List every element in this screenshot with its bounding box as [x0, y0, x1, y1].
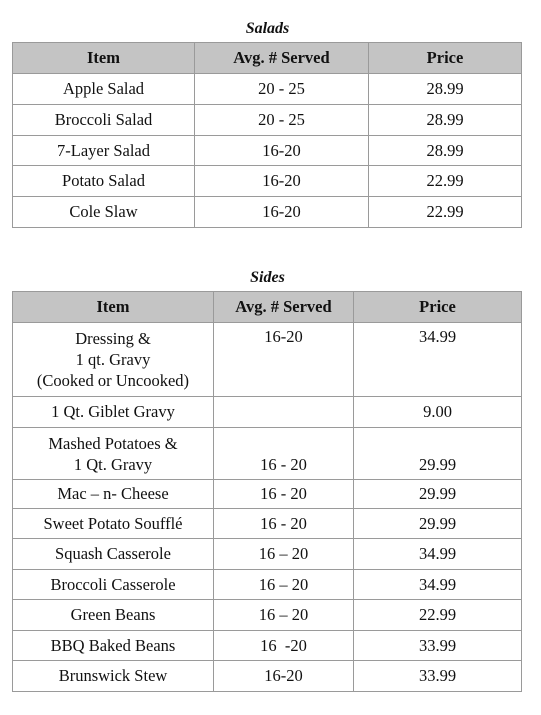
- item-cell: Brunswick Stew: [13, 661, 214, 692]
- column-header-price: Price: [354, 292, 522, 323]
- item-cell: 7-Layer Salad: [13, 136, 195, 166]
- price-cell: 22.99: [354, 600, 522, 631]
- table-row: [13, 509, 522, 539]
- served-cell: 20 - 25: [195, 105, 369, 136]
- item-cell: Green Beans: [13, 600, 214, 631]
- price-cell: 28.99: [369, 105, 522, 136]
- served-cell: 16 - 20: [214, 428, 354, 480]
- item-cell: 1 Qt. Giblet Gravy: [13, 397, 214, 428]
- column-header-item: Item: [13, 43, 195, 74]
- served-cell: 16 – 20: [214, 570, 354, 600]
- item-cell: BBQ Baked Beans: [13, 631, 214, 661]
- sides-section-title: Sides: [250, 269, 285, 286]
- price-cell: 22.99: [369, 166, 522, 197]
- table-row: [13, 105, 522, 136]
- item-line: Dressing &: [75, 329, 151, 348]
- served-cell: [214, 397, 354, 428]
- price-cell: 33.99: [354, 661, 522, 692]
- table-row: [13, 197, 522, 228]
- served-cell: 20 - 25: [195, 74, 369, 105]
- column-header-item: Item: [13, 292, 214, 323]
- served-cell: 16-20: [195, 166, 369, 197]
- column-header-served: Avg. # Served: [214, 292, 354, 323]
- served-cell: 16-20: [195, 197, 369, 228]
- item-cell: Mac – n- Cheese: [13, 480, 214, 509]
- table-row: [13, 631, 522, 661]
- item-cell: Cole Slaw: [13, 197, 195, 228]
- item-cell: Apple Salad: [13, 74, 195, 105]
- sides-header-row: [13, 292, 522, 323]
- price-cell: 34.99: [354, 323, 522, 397]
- served-cell: 16 – 20: [214, 600, 354, 631]
- served-cell: 16 – 20: [214, 539, 354, 570]
- item-line: Mashed Potatoes &: [48, 433, 178, 453]
- item-cell: Sweet Potato Soufflé: [13, 509, 214, 539]
- table-row: [13, 74, 522, 105]
- price-cell: 34.99: [354, 539, 522, 570]
- item-cell: [13, 428, 214, 480]
- table-row: [13, 323, 522, 397]
- table-row: [13, 428, 522, 480]
- price-cell: 29.99: [354, 509, 522, 539]
- served-cell: 16 - 20: [214, 509, 354, 539]
- price-cell: 28.99: [369, 74, 522, 105]
- served-cell: 16 - 20: [214, 480, 354, 509]
- table-row: [13, 600, 522, 631]
- item-cell: [13, 323, 214, 397]
- served-cell: 16-20: [214, 323, 354, 397]
- price-cell: 22.99: [369, 197, 522, 228]
- salads-header-row: [13, 43, 522, 74]
- price-cell: 34.99: [354, 570, 522, 600]
- item-line: 1 Qt. Gravy: [73, 454, 153, 474]
- column-header-served: Avg. # Served: [195, 43, 369, 74]
- table-row: [13, 397, 522, 428]
- table-row: [13, 166, 522, 197]
- table-row: [13, 480, 522, 509]
- item-line: 1 qt. Gravy: [75, 350, 151, 369]
- table-row: [13, 661, 522, 692]
- table-row: [13, 539, 522, 570]
- salads-table: [12, 42, 522, 228]
- price-cell: 33.99: [354, 631, 522, 661]
- item-cell: Broccoli Salad: [13, 105, 195, 136]
- column-header-price: Price: [369, 43, 522, 74]
- item-line: (Cooked or Uncooked): [36, 371, 190, 390]
- sides-table: [12, 291, 522, 692]
- served-cell: 16-20: [214, 661, 354, 692]
- item-cell: Broccoli Casserole: [13, 570, 214, 600]
- price-cell: 29.99: [354, 428, 522, 480]
- price-cell: 29.99: [354, 480, 522, 509]
- table-row: [13, 136, 522, 166]
- item-cell: Squash Casserole: [13, 539, 214, 570]
- price-cell: 9.00: [354, 397, 522, 428]
- salads-section-title: Salads: [245, 20, 290, 37]
- served-cell: 16 -20: [214, 631, 354, 661]
- price-cell: 28.99: [369, 136, 522, 166]
- served-cell: 16-20: [195, 136, 369, 166]
- table-row: [13, 570, 522, 600]
- item-cell: Potato Salad: [13, 166, 195, 197]
